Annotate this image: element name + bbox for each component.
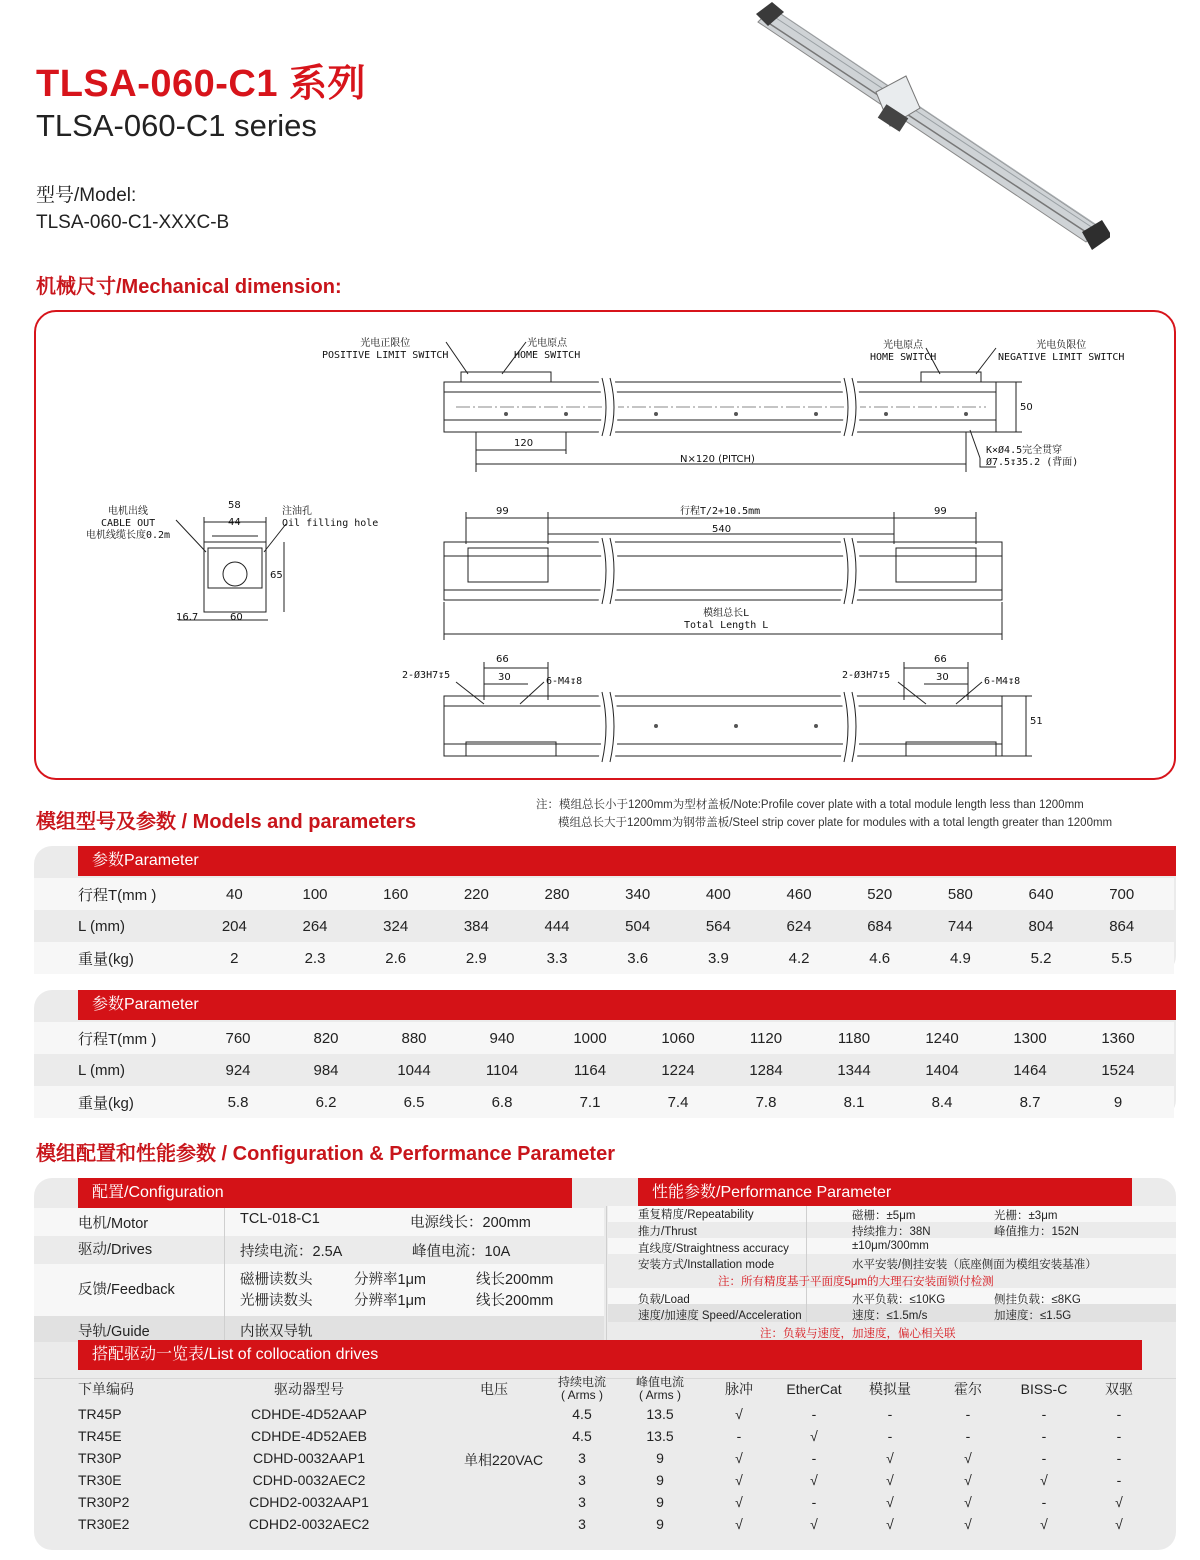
dim-pitch: N×120 (PITCH) [680, 454, 755, 465]
drive-cell-analog: √ [886, 1494, 894, 1510]
guide-value: 内嵌双导轨 [240, 1324, 313, 1340]
table-cell: 2.3 [304, 949, 326, 967]
load-note: 注：负载与速度，加速度，偏心相关联 [760, 1328, 956, 1340]
models-heading: 模组型号及参数 / Models and parameters [36, 811, 417, 833]
hdr-model: 驱动器型号 [274, 1381, 344, 1397]
guide-label: 导轨/Guide [78, 1324, 150, 1340]
drive-cell-ethercat: - [811, 1450, 817, 1466]
table-cell: 100 [302, 885, 328, 903]
repeat-label: 重复精度/Repeatability [638, 1209, 754, 1221]
dim-60: 60 [230, 612, 243, 623]
table-cell: 1120 [749, 1029, 783, 1047]
table-row: L (mm) 924 984 1044 1104 1164 1224 1284 1344 1404 1464 1524 [34, 1054, 1174, 1086]
power-cable: 电源线长：200mm [410, 1215, 531, 1231]
repeat-mag: 磁栅：±5μm [852, 1210, 916, 1222]
drive-cell-analog: √ [886, 1516, 894, 1532]
drive-cell-hall: √ [964, 1516, 972, 1532]
oil-hole-label: 注油孔 Oil filling hole [282, 506, 379, 529]
table-cell: 9 [1113, 1093, 1123, 1111]
drive-cell-pulse: √ [735, 1516, 743, 1532]
dim-65: 65 [270, 570, 283, 581]
drive-cell-ethercat: √ [810, 1428, 818, 1444]
voltage-value: 单相220VAC [464, 1452, 544, 1468]
end-view-outline [204, 542, 266, 612]
drive-cell-model: CDHDE-4D52AEB [251, 1428, 367, 1444]
table-cell: 1300 [1013, 1029, 1047, 1047]
table-cell: 6.5 [403, 1093, 425, 1111]
peak-current: 峰值电流：10A [412, 1244, 511, 1260]
hdr-voltage: 电压 [480, 1381, 508, 1397]
table-cell: 4.6 [869, 949, 891, 967]
accuracy-note: 注：所有精度基于平面度5μm的大理石安装面锁付检测 [718, 1276, 994, 1288]
dim-stroke: 行程T/2+10.5mm [680, 506, 761, 517]
dim-50: 50 [1020, 402, 1033, 413]
hdr-peak-current: 峰值电流 ( Arms ) [635, 1375, 684, 1402]
drive-cell-code: TR30E [78, 1472, 122, 1488]
param-table-1 [34, 846, 1176, 974]
tap-hole-right: 6-M4↧8 [984, 676, 1021, 687]
dim-58: 58 [228, 500, 241, 511]
dim-16-7: 16.7 [176, 612, 199, 623]
param-table-2 [34, 990, 1176, 1118]
dim-44: 44 [228, 517, 241, 528]
repeat-opt: 光栅：±3μm [994, 1210, 1058, 1222]
load-side: 侧挂负载：≤8KG [994, 1294, 1081, 1306]
drive-cell-ethercat: - [811, 1494, 817, 1510]
fb1-res: 分辨率1μm [354, 1272, 426, 1288]
accel-value: 加速度：≤1.5G [994, 1310, 1072, 1322]
fb1-len: 线长200mm [476, 1272, 554, 1288]
drive-cell-code: TR30P2 [78, 1494, 130, 1510]
drive-cell-model: CDHDE-4D52AAP [251, 1406, 367, 1422]
table-cell: 1164 [573, 1061, 607, 1079]
holes-note: K×Ø4.5完全贯穿 Ø7.5↧35.2 (背面) [986, 445, 1079, 468]
table-cell: 640 [1028, 885, 1054, 903]
motor-label: 电机/Motor [78, 1216, 149, 1232]
table-cell: 2.6 [385, 949, 407, 967]
table-cell: 984 [313, 1061, 339, 1079]
param-table-1-bar: 参数Parameter [78, 846, 1176, 876]
table-cell: 5.2 [1030, 949, 1052, 967]
home-switch-label-2: 光电原点 HOME SWITCH [870, 340, 937, 363]
drive-cell-peak: 9 [656, 1516, 664, 1532]
table-row: L (mm) 204 264 324 384 444 504 564 624 684 744 804 864 [34, 910, 1174, 942]
drive-cell-pulse: √ [735, 1472, 743, 1488]
drive-cell-peak: 9 [656, 1450, 664, 1466]
config-heading: 模组配置和性能参数 / Configuration & Performance Parameter [36, 1143, 615, 1165]
table-cell: 1104 [485, 1061, 519, 1079]
table-cell: 3.9 [707, 949, 729, 967]
table-cell: 6.2 [315, 1093, 337, 1111]
drive-cell-model: CDHD2-0032AEC2 [248, 1516, 370, 1532]
hdr-biss: BISS-C [1020, 1381, 1068, 1397]
drive-cell-dual: √ [1115, 1516, 1123, 1532]
table-cell: 5.5 [1111, 949, 1133, 967]
drive-cell-cont: 3 [578, 1472, 586, 1488]
table-cell: 4.2 [788, 949, 810, 967]
drive-cell-hall: √ [964, 1494, 972, 1510]
table-cell: 880 [401, 1029, 427, 1047]
drive-cell-biss: √ [1040, 1472, 1048, 1488]
drive-cell-dual: - [1116, 1428, 1122, 1444]
table-cell: 264 [302, 917, 328, 935]
drive-cell-dual: - [1116, 1406, 1122, 1422]
drive-cell-dual: - [1116, 1472, 1122, 1488]
table-cell: 580 [947, 885, 973, 903]
table-cell: 1464 [1013, 1061, 1047, 1079]
feedback-label: 反馈/Feedback [78, 1282, 175, 1298]
dim-540: 540 [712, 524, 732, 535]
drive-cell-pulse: √ [735, 1494, 743, 1510]
thrust-peak: 峰值推力：152N [994, 1226, 1079, 1238]
cable-out-label: 电机出线 CABLE OUT 电机线缆长度0.2m [86, 506, 171, 541]
drive-cell-cont: 4.5 [572, 1428, 592, 1444]
table-cell: 940 [489, 1029, 515, 1047]
speed-label: 速度/加速度 Speed/Acceleration [638, 1310, 802, 1322]
mechanical-heading: 机械尺寸/Mechanical dimension: [36, 276, 342, 298]
speed-value: 速度：≤1.5m/s [852, 1310, 928, 1322]
table-cell: 2 [230, 949, 239, 967]
drive-cell-analog: - [887, 1428, 893, 1444]
dim-120: 120 [514, 438, 534, 449]
table-cell: 6.8 [491, 1093, 513, 1111]
table-cell: 204 [221, 917, 247, 935]
hdr-cont-current: 持续电流 ( Arms ) [557, 1375, 606, 1402]
hdr-hall: 霍尔 [954, 1381, 982, 1397]
drive-cell-pulse: √ [735, 1450, 743, 1466]
cont-current: 持续电流：2.5A [240, 1244, 343, 1260]
hdr-ethercat: EtherCat [786, 1381, 842, 1397]
table-row: 重量(kg) 2 2.3 2.6 2.9 3.3 3.6 3.9 4.2 4.6 4.9 5.2 5.5 [34, 942, 1174, 974]
drive-cell-analog: - [887, 1406, 893, 1422]
table-cell: 1240 [925, 1029, 959, 1047]
drive-cell-dual: √ [1115, 1494, 1123, 1510]
total-length-label: 模组总长L Total Length L [684, 608, 769, 631]
table-cell: 520 [867, 885, 893, 903]
table-cell: 220 [463, 885, 489, 903]
drive-cell-model: CDHD-0032AAP1 [252, 1450, 366, 1466]
hdr-dual: 双驱 [1105, 1381, 1133, 1397]
straightness-label: 直线度/Straightness accuracy [638, 1243, 789, 1255]
table-cell: 1000 [573, 1029, 607, 1047]
table-cell: 2.9 [465, 949, 487, 967]
table-cell: 384 [463, 917, 489, 935]
product-image [740, 0, 1110, 270]
config-bar: 配置/Configuration [78, 1178, 572, 1208]
mechanical-drawing [34, 310, 1176, 780]
drive-cell-peak: 9 [656, 1494, 664, 1510]
straightness-value: ±10μm/300mm [852, 1240, 929, 1252]
install-value: 水平安装/侧挂安装（底座侧面为模组安装基准） [852, 1259, 1097, 1271]
table-cell: 8.7 [1019, 1093, 1041, 1111]
thrust-label: 推力/Thrust [638, 1226, 697, 1238]
drive-cell-pulse: √ [735, 1406, 743, 1422]
table-cell: 324 [383, 917, 409, 935]
table-cell: 864 [1109, 917, 1135, 935]
table-cell: 7.1 [579, 1093, 601, 1111]
drives-bar: 搭配驱动一览表/List of collocation drives [78, 1340, 1142, 1370]
table-cell: 1344 [837, 1061, 871, 1079]
drive-cell-biss: - [1041, 1494, 1047, 1510]
hdr-pulse: 脉冲 [725, 1381, 753, 1397]
drive-cell-hall: - [965, 1406, 971, 1422]
page-title: TLSA-060-C1 系列 [36, 63, 367, 105]
drive-cell-analog: √ [886, 1450, 894, 1466]
table-cell: 684 [867, 917, 893, 935]
table-cell: 40 [225, 885, 243, 903]
table-cell: 7.8 [755, 1093, 777, 1111]
home-switch-label: 光电原点 HOME SWITCH [514, 338, 581, 361]
table-cell: 1180 [837, 1029, 871, 1047]
drive-cell-peak: 9 [656, 1472, 664, 1488]
drive-cell-cont: 3 [578, 1516, 586, 1532]
drive-cell-hall: √ [964, 1472, 972, 1488]
drive-cell-biss: - [1041, 1450, 1047, 1466]
neg-limit-label: 光电负限位 NEGATIVE LIMIT SWITCH [998, 340, 1125, 363]
drive-cell-biss: √ [1040, 1516, 1048, 1532]
motor-value: TCL-018-C1 [240, 1211, 320, 1227]
drive-cell-ethercat: - [811, 1406, 817, 1422]
table-cell: 700 [1109, 885, 1135, 903]
table-cell: 8.4 [931, 1093, 953, 1111]
drive-cell-analog: √ [886, 1472, 894, 1488]
table-cell: 804 [1028, 917, 1054, 935]
dim-30-right: 30 [936, 672, 949, 683]
drive-cell-cont: 4.5 [572, 1406, 592, 1422]
dim-99-left: 99 [496, 506, 509, 517]
table-cell: 280 [544, 885, 570, 903]
drive-cell-cont: 3 [578, 1494, 586, 1510]
table-cell: 7.4 [667, 1093, 689, 1111]
rail-side-outline [444, 542, 1002, 600]
drive-cell-biss: - [1041, 1406, 1047, 1422]
table-cell: 460 [786, 885, 812, 903]
table-cell: 1524 [1101, 1061, 1135, 1079]
table-cell: 340 [625, 885, 651, 903]
table-cell: 504 [625, 917, 651, 935]
table-cell: 5.8 [227, 1093, 249, 1111]
drawing-lines [36, 312, 1178, 782]
hdr-analog: 模拟量 [869, 1381, 911, 1397]
load-label: 负载/Load [638, 1294, 690, 1306]
table-cell: 3.6 [627, 949, 649, 967]
table-row: 行程T(mm ) 40 100 160 220 280 340 400 460 520 580 640 700 [34, 878, 1174, 910]
drive-cell-ethercat: √ [810, 1472, 818, 1488]
table-cell: 400 [705, 885, 731, 903]
table-cell: 924 [225, 1061, 251, 1079]
models-note-1: 注：模组总长小于1200mm为型材盖板/Note:Profile cover plate with a total module length less than 1200mm [536, 799, 1084, 811]
drive-cell-cont: 3 [578, 1450, 586, 1466]
table-cell: 1284 [749, 1061, 783, 1079]
drive-cell-hall: - [965, 1428, 971, 1444]
table-cell: 564 [705, 917, 731, 935]
install-label: 安装方式/Installation mode [638, 1259, 775, 1271]
table-cell: 1060 [661, 1029, 695, 1047]
pos-limit-label: 光电正限位 POSITIVE LIMIT SWITCH [322, 338, 449, 361]
drive-cell-code: TR45P [78, 1406, 122, 1422]
table-cell: 760 [225, 1029, 251, 1047]
drive-cell-model: CDHD-0032AEC2 [252, 1472, 366, 1488]
table-cell: 444 [544, 917, 570, 935]
fb2-name: 光栅读数头 [240, 1293, 313, 1309]
model-label: 型号/Model: [36, 185, 137, 206]
drive-cell-peak: 13.5 [646, 1428, 674, 1444]
table-cell: 1404 [925, 1061, 959, 1079]
param-table-2-bar: 参数Parameter [78, 990, 1176, 1020]
model-value: TLSA-060-C1-XXXC-B [36, 212, 230, 233]
hdr-code: 下单编码 [78, 1381, 134, 1397]
table-row: 行程T(mm ) 760 820 880 940 1000 1060 1120 1180 1240 1300 1360 [34, 1022, 1174, 1054]
performance-bar: 性能参数/Performance Parameter [638, 1178, 1132, 1208]
table-cell: 4.9 [949, 949, 971, 967]
pin-hole-left: 2-Ø3H7↧5 [402, 670, 451, 681]
fb2-len: 线长200mm [476, 1293, 554, 1309]
drive-cell-code: TR30P [78, 1450, 122, 1466]
table-cell: 3.3 [546, 949, 568, 967]
table-cell: 1224 [661, 1061, 695, 1079]
linear-module-render [756, 2, 1110, 250]
table-cell: 1044 [397, 1061, 431, 1079]
table-row: 重量(kg) 5.8 6.2 6.5 6.8 7.1 7.4 7.8 8.1 8.4 8.7 9 [34, 1086, 1174, 1118]
drive-cell-peak: 13.5 [646, 1406, 674, 1422]
dim-99-right: 99 [934, 506, 947, 517]
config-panel [34, 1178, 1176, 1550]
tap-hole-left: 6-M4↧8 [546, 676, 583, 687]
fb1-name: 磁栅读数头 [240, 1272, 313, 1288]
drive-cell-biss: - [1041, 1428, 1047, 1444]
models-note-2: 模组总长大于1200mm为钢带盖板/Steel strip cover plate for modules with a total length greater than 1200mm [558, 817, 1113, 829]
rail-bottom-outline [444, 696, 1002, 756]
thrust-cont: 持续推力：38N [852, 1226, 931, 1238]
page-subtitle: TLSA-060-C1 series [36, 108, 317, 143]
dim-66-left: 66 [496, 654, 509, 665]
table-cell: 1360 [1101, 1029, 1135, 1047]
table-cell: 160 [383, 885, 409, 903]
table-cell: 820 [313, 1029, 339, 1047]
drives-label: 驱动/Drives [78, 1242, 153, 1258]
dim-66-right: 66 [934, 654, 947, 665]
load-horizontal: 水平负载：≤10KG [852, 1294, 946, 1306]
drive-cell-code: TR45E [78, 1428, 122, 1444]
fb2-res: 分辨率1μm [354, 1293, 426, 1309]
drive-cell-model: CDHD2-0032AAP1 [249, 1494, 369, 1510]
table-cell: 8.1 [843, 1093, 865, 1111]
table-cell: 624 [786, 917, 812, 935]
drive-cell-code: TR30E2 [78, 1516, 130, 1532]
dim-30-left: 30 [498, 672, 511, 683]
dim-51: 51 [1030, 716, 1043, 727]
drive-cell-dual: - [1116, 1450, 1122, 1466]
drive-cell-pulse: - [736, 1428, 742, 1444]
table-cell: 744 [947, 917, 973, 935]
pin-hole-right: 2-Ø3H7↧5 [842, 670, 891, 681]
drive-cell-hall: √ [964, 1450, 972, 1466]
drive-cell-ethercat: √ [810, 1516, 818, 1532]
